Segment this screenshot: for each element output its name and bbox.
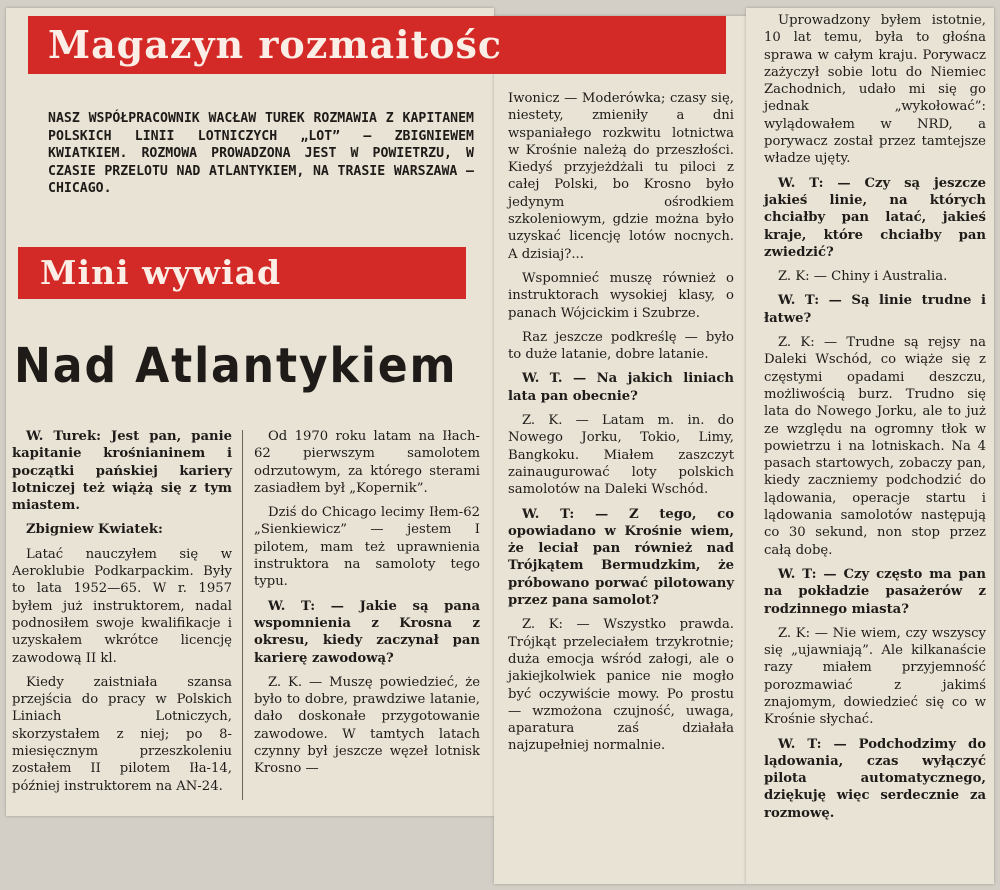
article-question: W. T: — Z tego, co opowiadano w Krośnie wiem, że leciał pan również nad Trójkątem Bermudzkim, że próbowano porwać pilotowany przez pana samolot? [508,506,734,609]
column-divider [242,430,243,800]
article-paragraph: Kiedy zaistniała szansa przejścia do pracy w Polskich Liniach Lotniczych, skorzystałem z niej; po 8-miesięcznym przeszkoleniu zostałem II pilotem Iła-14, później instruktorem na AN-24. [12,674,232,794]
article-question: W. T: — Czy często ma pan na pokładzie pasażerów z rodzinnego miasta? [764,566,986,617]
magazine-banner [28,16,726,74]
article-paragraph: Z. K. — Latam m. in. do Nowego Jorku, Tokio, Limy, Bangkoku. Miałem zaszczyt zainaugurować loty polskich samolotów na Daleki Wschód. [508,413,734,498]
magazine-banner-text: Magazyn rozmaitośc [48,22,503,67]
article-column-3 [508,90,734,762]
article-headline: Nad Atlantykiem [14,338,458,394]
article-column-2 [254,428,480,785]
article-paragraph: Raz jeszcze podkreślę — było to duże latanie, dobre latanie. [508,329,734,363]
section-banner-text: Mini wywiad [40,253,282,292]
section-banner [18,247,466,299]
article-column-4 [764,12,986,829]
article-column-1 [12,428,232,802]
intro-text: NASZ WSPÓŁPRACOWNIK WACŁAW TUREK ROZMAWIA Z KAPITANEM POLSKICH LINII LOTNICZYCH „LOT” — ZBIGNIEWEM KWIATKIEM. ROZMOWA PROWADZONA JEST W POWIETRZU, W CZASIE PRZELOTU NAD ATLANTYKIEM, NA TRASIE WARSZAWA — CHICAGO. [48,111,474,197]
article-paragraph: Z. K: — Nie wiem, czy wszyscy się „ujawniają”. Ale kilkanaście razy miałem przyjemność porozmawiać z jakimś znajomym, dowiedzieć się co w Krośnie słychać. [764,625,986,728]
article-question: W. T. — Na jakich liniach lata pan obecnie? [508,371,734,404]
article-paragraph: Dziś do Chicago lecimy Iłem-62 „Sienkiewicz” — jestem I pilotem, mam też uprawnienia instruktora na samoloty tego typu. [254,505,480,590]
article-question: Zbigniew Kwiatek: [26,522,163,538]
article-paragraph: Z. K: — Trudne są rejsy na Daleki Wschód, co wiąże się z częstymi opadami deszczu, możliwością burz. Trudno się lata do Nowego Jorku, ale to już ze względu na ogromny tłok w powietrzu i na lotniskach. Na 4 pasach startowych, zobaczy pan, kiedy zaczniemy podchodzić do lądowania, operacje startu i lądowania samolotów następują co 30 sekund, non stop przez całą dobę. [764,335,986,558]
article-paragraph: Latać nauczyłem się w Aeroklubie Podkarpackim. Były to lata 1952—65. W r. 1957 byłem już instruktorem, nadal podnosiłem swoje kwalifikacje i uzyskałem wkrótce licencję zawodową II kl. [12,546,232,666]
article-question: W. Turek: Jest pan, panie kapitanie krośnianinem i początki pańskiej kariery lotniczej też wiążą się z tym miastem. [12,429,232,514]
article-question: W. T: — Są linie trudne i łatwe? [764,293,986,326]
article-paragraph: Iwonicz — Moderówka; czasy się, niestety, zmieniły a dni wspaniałego rozkwitu lotnictwa w Krośnie należą do przeszłości. Kiedyś przyjeżdżali tu piloci z całej Polski, bo Krosno było jedynym ośrodkiem szkoleniowym, gdzie można było uzyskać licencję lotów nocnych. A dzisiaj?... [508,91,734,262]
article-paragraph: Uprowadzony byłem istotnie, 10 lat temu, była to głośna sprawa w całym kraju. Porywacz zażyczył sobie lotu do Niemiec Zachodnich, udało mi się go jednak „wykołować”: wylądowałem w NRD, a porywacz został przez tamtejsze władze ujęty. [764,13,986,167]
article-question: W. T: — Czy są jeszcze jakieś linie, na których chciałby pan latać, jakieś kraje, które chciałby pan zwiedzić? [764,175,986,260]
article-paragraph: Z. K: — Wszystko prawda. Trójkąt przeleciałem trzykrotnie; duża emocja wśród załogi, ale o jakiejkolwiek panice nie mogło być oczywiście mowy. Po prostu — wzmożona czujność, uwaga, aparatura zaś działała najzupełniej normalnie. [508,617,734,754]
article-paragraph: Z. K. — Muszę powiedzieć, że było to dobre, prawdziwe latanie, dało doskonałe przygotowanie zawodowe. W tamtych latach czynny był jeszcze węzeł lotnisk Krosno — [254,674,480,777]
article-paragraph: Z. K: — Chiny i Australia. [778,269,948,285]
article-paragraph: Wspomnieć muszę również o instruktorach wysokiej klasy, o panach Wójcickim i Szubrze. [508,270,734,321]
article-question: W. T: — Jakie są pana wspomnienia z Krosna z okresu, kiedy zaczynał pan karierę zawodową? [254,598,480,666]
article-paragraph: Od 1970 roku latam na Iłach-62 pierwszym samolotem odrzutowym, za którego sterami zasiadłem był „Kopernik”. [254,429,480,496]
article-question: W. T: — Podchodzimy do lądowania, czas wyłączyć pilota automatycznego, dziękuję więc serdecznie za rozmowę. [764,736,986,821]
